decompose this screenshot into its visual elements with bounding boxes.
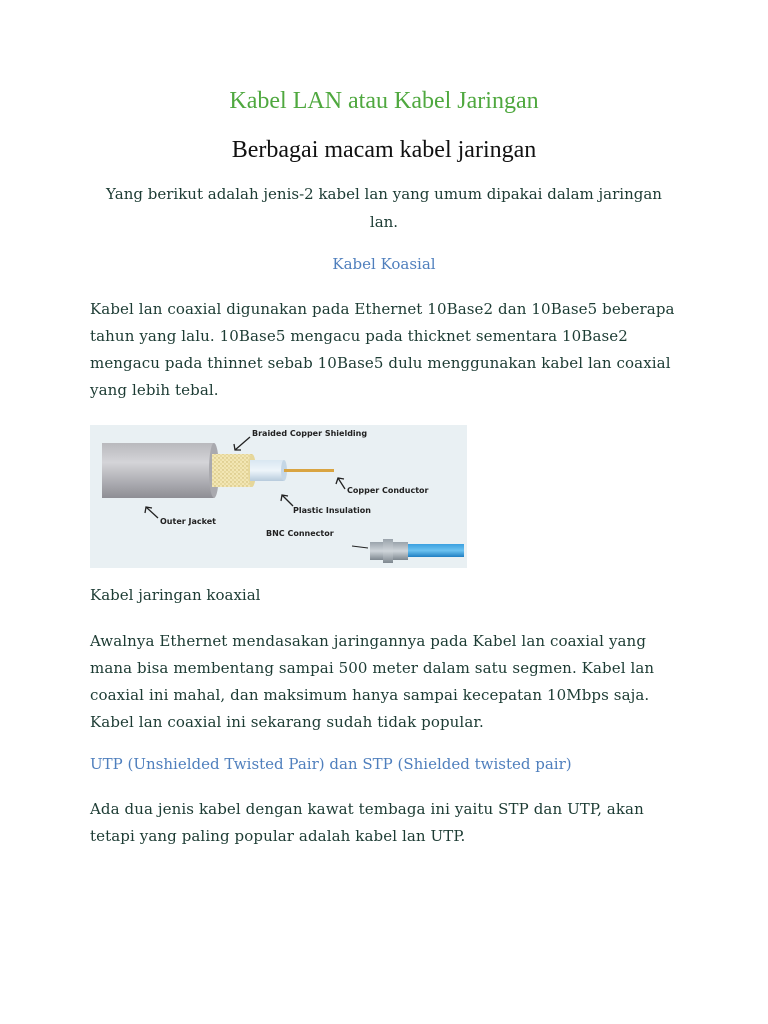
paragraph-awalnya: Awalnya Ethernet mendasakan jaringannya pada Kabel lan coaxial yang mana bisa membentang sampai 500 meter dalam satu segmen. Kabel lan coaxial ini mahal, dan maksimum hanya sampai kecepatan 10Mbps saja. Kabel lan coaxial ini sekarang sudah tidak popular. bbox=[90, 632, 655, 731]
label-copper-conductor: Copper Conductor bbox=[347, 486, 429, 495]
section-heading-koasial: Kabel Koasial bbox=[332, 255, 436, 273]
label-outer-jacket: Outer Jacket bbox=[160, 517, 216, 526]
coaxial-cable-figure bbox=[90, 425, 467, 568]
label-bnc-connector: BNC Connector bbox=[266, 529, 334, 538]
outer-jacket-shape bbox=[102, 443, 219, 498]
intro-paragraph: Yang berikut adalah jenis-2 kabel lan yang umum dipakai dalam jaringan lan. bbox=[106, 185, 662, 231]
coaxial-cable-diagram bbox=[90, 425, 467, 568]
figure-caption: Kabel jaringan koaxial bbox=[90, 586, 261, 604]
braided-shielding-shape bbox=[212, 454, 256, 487]
label-plastic-insulation: Plastic Insulation bbox=[293, 506, 371, 515]
page-title: Kabel LAN atau Kabel Jaringan bbox=[229, 88, 539, 114]
section-heading-utp-stp: UTP (Unshielded Twisted Pair) dan STP (Shielded twisted pair) bbox=[90, 755, 572, 773]
paragraph-koasial: Kabel lan coaxial digunakan pada Ethernet 10Base2 dan 10Base5 beberapa tahun yang lalu. 10Base5 mengacu pada thicknet sementara 10Base2 mengacu pada thinnet sebab 10Base5 dulu menggunakan kabel lan coaxial yang lebih tebal. bbox=[90, 300, 675, 399]
copper-conductor-shape bbox=[284, 469, 334, 472]
plastic-insulation-shape bbox=[250, 460, 287, 481]
bnc-connector-shape bbox=[352, 539, 464, 563]
label-braided-copper-shielding: Braided Copper Shielding bbox=[252, 429, 368, 438]
page-subtitle: Berbagai macam kabel jaringan bbox=[231, 137, 537, 163]
paragraph-utp: Ada dua jenis kabel dengan kawat tembaga ini yaitu STP dan UTP, akan tetapi yang paling popular adalah kabel lan UTP. bbox=[90, 800, 644, 845]
